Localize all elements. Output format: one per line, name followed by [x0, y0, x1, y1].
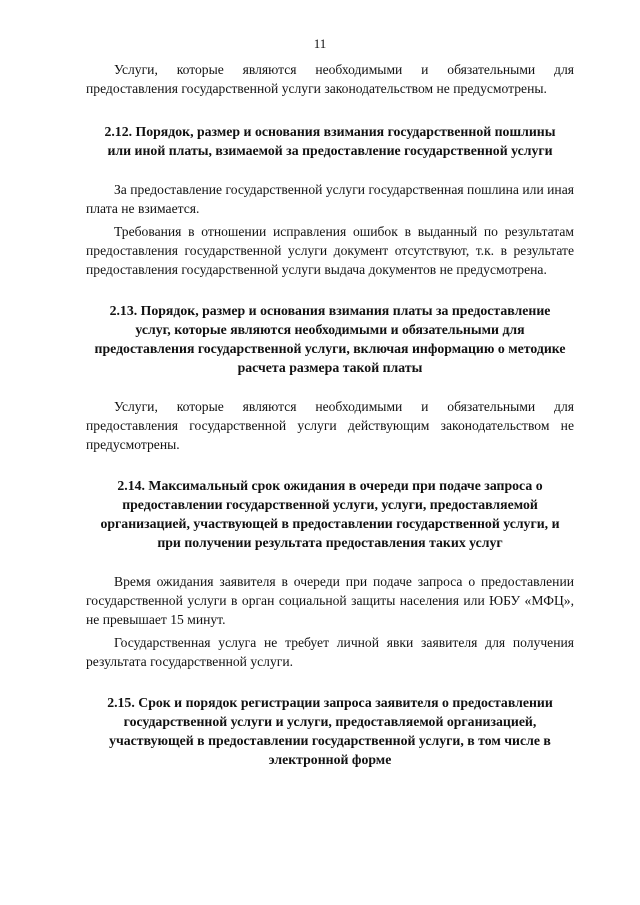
- section-2-13-heading: 2.13. Порядок, размер и основания взимания платы за предоставление услуг, которые являются необходимыми и обязательными для предоставления государственной услуги, включая информацию о методике расчета размера такой платы: [94, 303, 566, 375]
- intro-paragraph: Услуги, которые являются необходимыми и обязательными для предоставления государственной услуги законодательством не предусмотрены.: [86, 62, 574, 96]
- section-2-12-paragraph: За предоставление государственной услуги государственная пошлина или иная плата не взимается.: [86, 182, 574, 216]
- section-2-12-heading: 2.12. Порядок, размер и основания взимания государственной пошлины или иной платы, взимаемой за предоставление государственной услуги: [104, 124, 556, 158]
- section-2-13-paragraph: Услуги, которые являются необходимыми и обязательными для предоставления государственной услуги действующим законодательством не предусмотрены.: [86, 399, 574, 452]
- section-2-14-paragraph: Государственная услуга не требует личной явки заявителя для получения результата государственной услуги.: [86, 635, 574, 669]
- section-2-12-paragraph: Требования в отношении исправления ошибок в выданный по результатам предоставления государственной услуги документ отсутствуют, т.к. в результате предоставления государственной услуги выдача документов не предусмотрена.: [86, 224, 574, 277]
- section-2-14-heading: 2.14. Максимальный срок ожидания в очереди при подаче запроса о предоставлении государственной услуги, услуги, предоставляемой организацией, участвующей в предоставлении государственной услуги, и при получении результата предоставления таких услуг: [100, 478, 560, 550]
- section-2-15-heading: 2.15. Срок и порядок регистрации запроса заявителя о предоставлении государственной услуги и услуги, предоставляемой организацией, участвующей в предоставлении государственной услуги, в том числе в электронной форме: [107, 695, 553, 767]
- page-number: 11: [313, 36, 327, 51]
- document-body: [86, 60, 574, 789]
- section-2-14-paragraph: Время ожидания заявителя в очереди при подаче запроса о предоставлении государственной услуги в орган социальной защиты населения или ЮБУ «МФЦ», не превышает 15 минут.: [86, 574, 574, 627]
